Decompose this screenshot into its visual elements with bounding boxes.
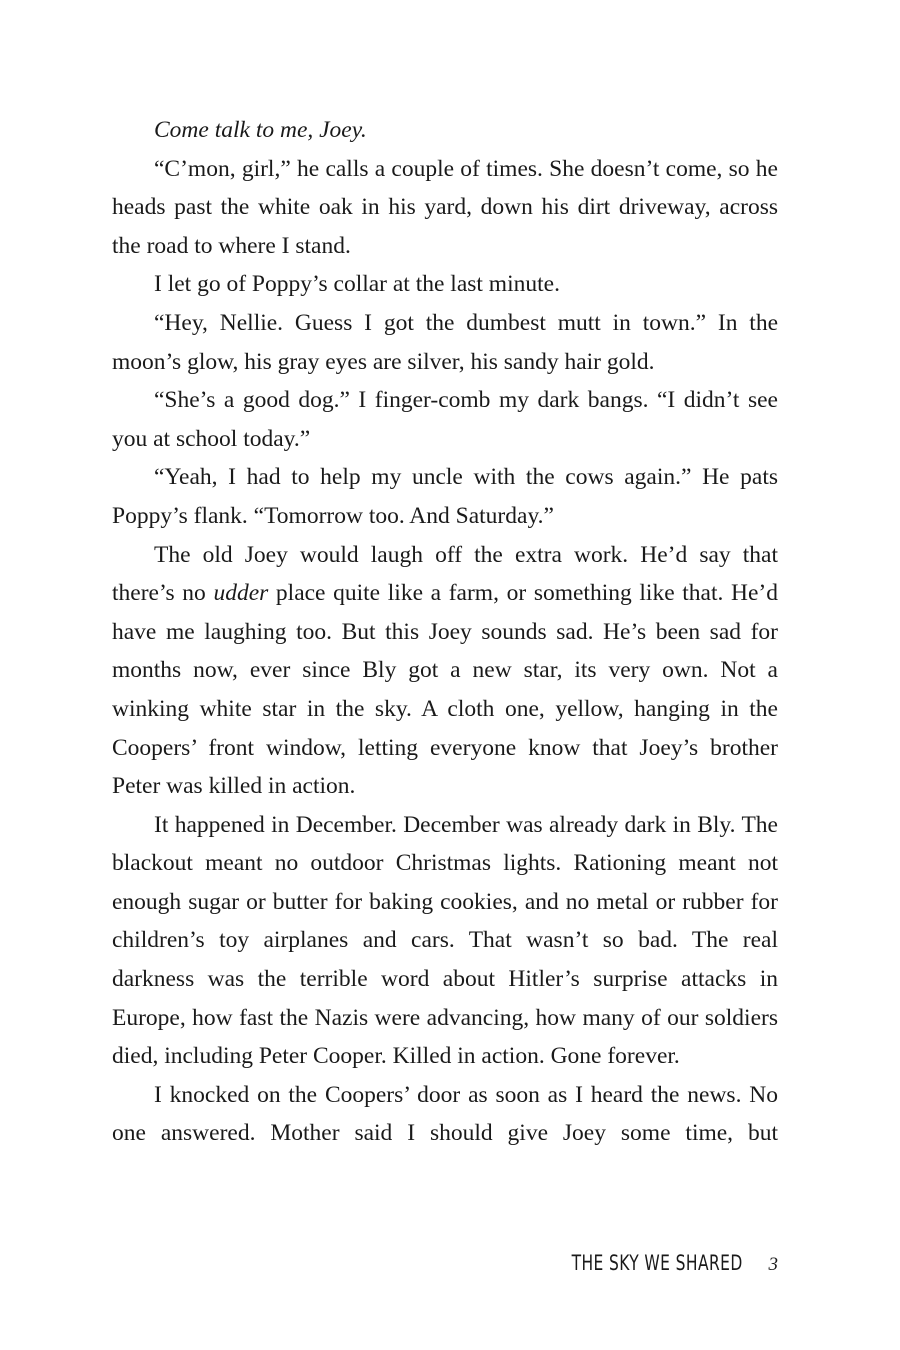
paragraph-1-italic: Come talk to me, Joey. <box>154 117 367 143</box>
book-title: THE SKY WE SHARED <box>571 1251 743 1275</box>
paragraph-9: I knocked on the Coopers’ door as soon as I heard the news. No one answered. Mother said I should give Joey some time, but <box>112 1081 778 1147</box>
paragraph-2: “C’mon, girl,” he calls a couple of times. She doesn’t come, so he heads past the white oak in his yard, down his dirt driveway, across the road to where I stand. <box>112 155 778 259</box>
paragraph-8: It happened in December. December was already dark in Bly. The blackout meant no outdoor Christmas lights. Rationing meant not enough sugar or butter for baking cookies, and no metal or rubber for children’s toy airplanes and cars. That wasn’t so bad. The real darkness was the terrible word about Hitler’s surprise attacks in Europe, how fast the Nazis were advancing, how many of our soldiers died, including Peter Cooper. Killed in action. Gone forever. <box>112 811 778 1070</box>
paragraph-4: “Hey, Nellie. Guess I got the dumbest mutt in town.” In the moon’s glow, his gray eyes are silver, his sandy hair gold. <box>112 309 778 375</box>
page-number: 3 <box>768 1254 778 1275</box>
paragraph-7 <box>112 536 778 806</box>
paragraph-5: “She’s a good dog.” I finger-comb my dark bangs. “I didn’t see you at school today.” <box>112 387 778 452</box>
paragraph-3: I let go of Poppy’s collar at the last minute. <box>154 271 560 298</box>
paragraph-7-after: place quite like a farm, or something like that. He’d have me laughing too. But this Joey sounds sad. He’s been sad for months now, ever since Bly got a new star, its very own. Not a winking white star in the sky. A cloth one, yellow, hanging in the Coopers’ front window, letting everyone know that Joey’s brother Peter was killed in action. <box>112 580 779 800</box>
running-footer <box>534 1251 778 1276</box>
paragraph-7-before: The old Joey would laugh off the extra work. He’d say that there’s no <box>112 541 778 607</box>
page-body-text <box>112 111 778 1153</box>
paragraph-6: “Yeah, I had to help my uncle with the cows again.” He pats Poppy’s flank. “Tomorrow too. And Saturday.” <box>112 464 778 529</box>
paragraph-7-emphasis: udder <box>213 580 269 607</box>
